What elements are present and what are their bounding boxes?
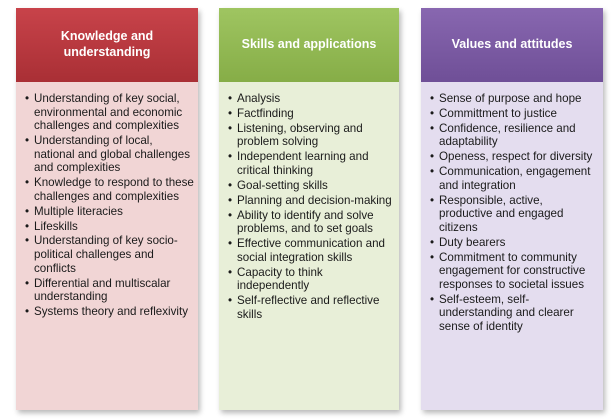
list-item: • Factfinding <box>228 107 395 121</box>
list-item: • Self-reflective and reflective skills <box>228 294 395 321</box>
list-item: • Duty bearers <box>430 236 599 250</box>
list-item: • Understanding of local, national and global challenges and complexities <box>25 134 194 175</box>
list-item: • Commitment to community engagement for constructive responses to societal issues <box>430 251 599 292</box>
list-item: • Multiple literacies <box>25 205 194 219</box>
list-item: • Confidence, resilience and adaptability <box>430 122 599 149</box>
list-item: • Committment to justice <box>430 107 599 121</box>
column-header-knowledge: Knowledge and understanding <box>16 8 198 82</box>
list-item: • Knowledge to respond to these challenges and complexities <box>25 176 194 203</box>
column-header-values: Values and attitudes <box>421 8 603 82</box>
item-list-values <box>421 82 603 333</box>
list-item: • Understanding of key socio-political challenges and conflicts <box>25 234 194 275</box>
list-item: • Planning and decision-making <box>228 194 395 208</box>
column-knowledge <box>16 8 198 410</box>
list-item: • Capacity to think independently <box>228 266 395 293</box>
column-header-skills: Skills and applications <box>219 8 399 82</box>
list-item: • Lifeskills <box>25 220 194 234</box>
item-list-skills <box>219 82 399 321</box>
list-item: • Responsible, active, productive and engaged citizens <box>430 194 599 235</box>
list-item: • Self-esteem, self-understanding and clearer sense of identity <box>430 293 599 334</box>
item-list-knowledge <box>16 82 198 319</box>
list-item: • Ability to identify and solve problems, and to set goals <box>228 209 395 236</box>
list-item: • Effective communication and social integration skills <box>228 237 395 264</box>
list-item: • Communication, engagement and integration <box>430 165 599 192</box>
list-item: • Openess, respect for diversity <box>430 150 599 164</box>
list-item: • Sense of purpose and hope <box>430 92 599 106</box>
list-item: • Systems theory and reflexivity <box>25 305 194 319</box>
column-values <box>421 8 603 410</box>
column-skills <box>219 8 399 410</box>
list-item: • Differential and multiscalar understanding <box>25 277 194 304</box>
list-item: • Analysis <box>228 92 395 106</box>
list-item: • Goal-setting skills <box>228 179 395 193</box>
list-item: • Understanding of key social, environmental and economic challenges and complexities <box>25 92 194 133</box>
list-item: • Listening, observing and problem solving <box>228 122 395 149</box>
list-item: • Independent learning and critical thinking <box>228 150 395 177</box>
